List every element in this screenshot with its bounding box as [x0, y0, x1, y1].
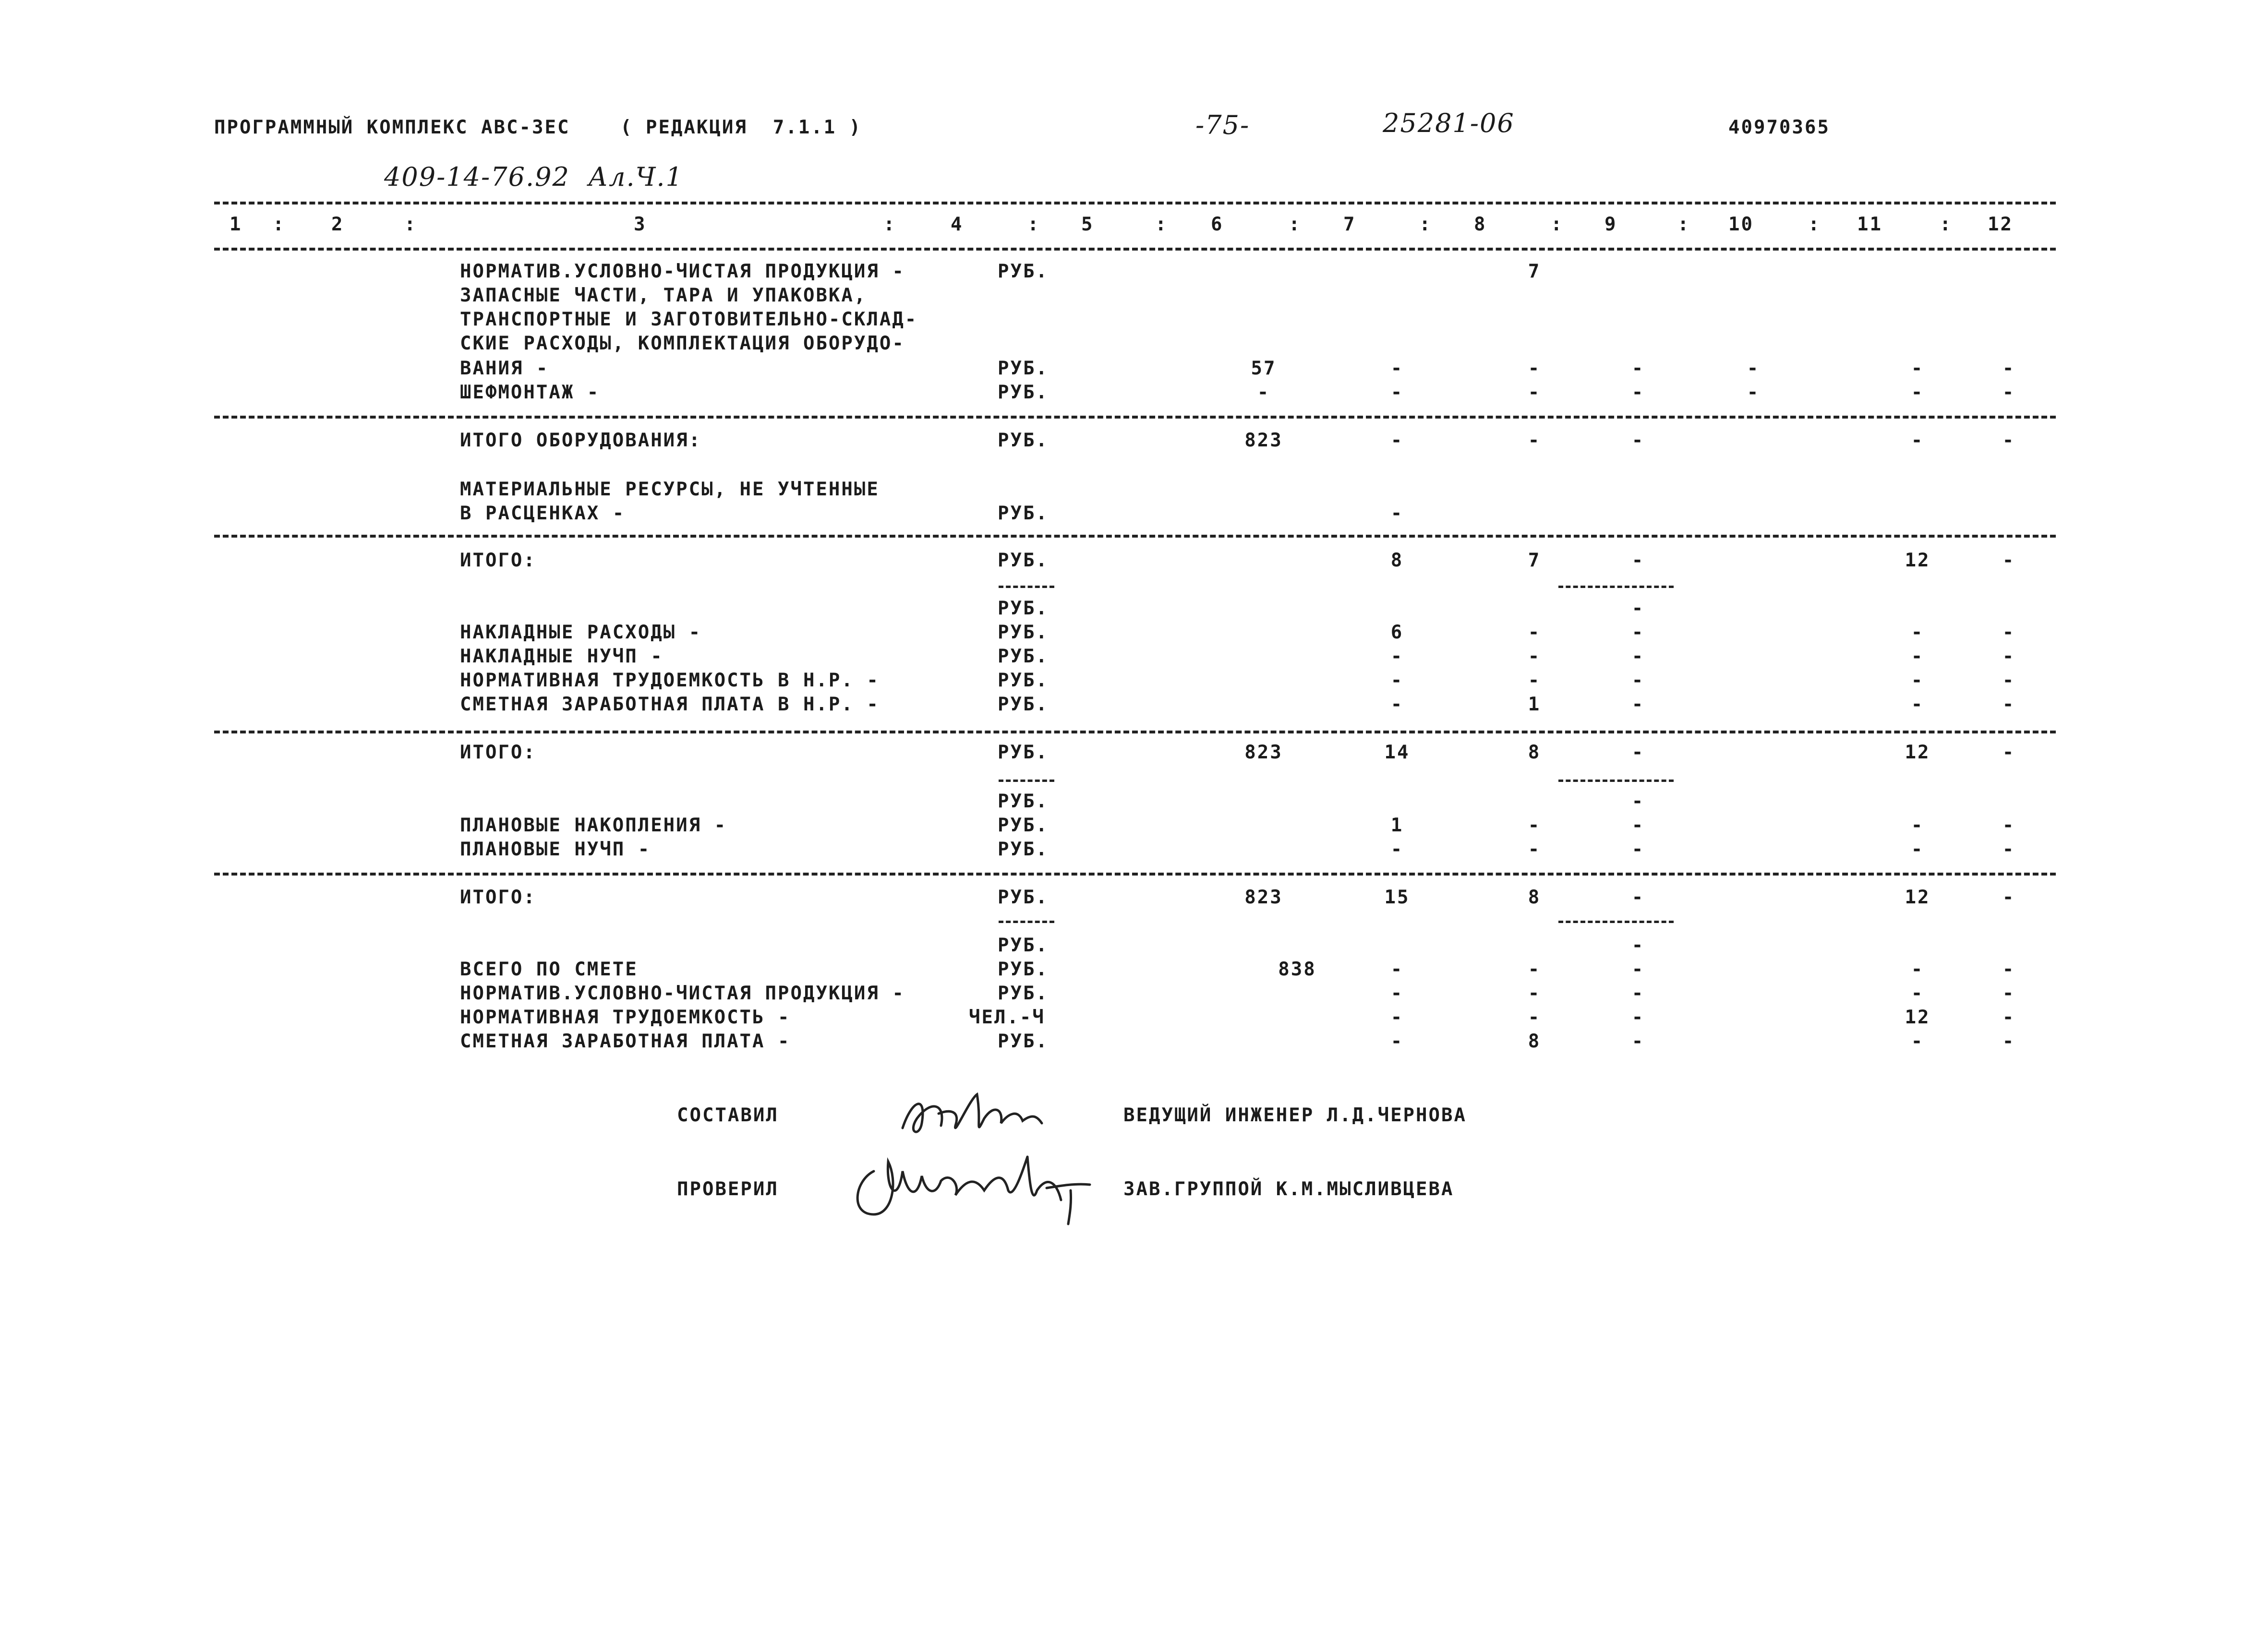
cell-col11: - — [1911, 646, 1924, 667]
row-description: ВАНИЯ - — [460, 358, 549, 379]
row-description: ПЛАНОВЫЕ НУЧП - — [460, 839, 651, 860]
cell-col11: - — [1911, 382, 1924, 403]
col-header-1: 1 — [229, 214, 242, 235]
unit-underline — [999, 586, 1054, 588]
cell-col9: - — [1631, 382, 1645, 403]
cell-col8: - — [1528, 983, 1541, 1004]
cell-col9: - — [1631, 358, 1645, 379]
cell-col8: - — [1528, 358, 1541, 379]
cell-col8: 7 — [1528, 550, 1541, 571]
row-unit: РУБ. — [998, 791, 1049, 812]
cell-col12: - — [2002, 430, 2015, 451]
row-description: НАКЛАДНЫЕ РАСХОДЫ - — [460, 622, 702, 643]
row-description: ПЛАНОВЫЕ НАКОПЛЕНИЯ - — [460, 815, 727, 836]
cell-col8: - — [1528, 815, 1541, 836]
col9-underline — [1558, 586, 1674, 588]
row-unit: РУБ. — [998, 622, 1049, 643]
cell-col11: 12 — [1905, 550, 1930, 571]
program-name: ПРОГРАММНЫЙ КОМПЛЕКС АВС-3ЕС — [214, 117, 570, 138]
checked-by: ЗАВ.ГРУППОЙ К.М.МЫСЛИВЦЕВА — [1123, 1178, 1454, 1200]
row-unit: РУБ. — [998, 935, 1049, 956]
cell-col9: - — [1631, 935, 1645, 956]
col-sep: : — [1027, 214, 1040, 235]
row-unit: РУБ. — [998, 887, 1049, 908]
cell-col12: - — [2002, 694, 2015, 715]
cell-col6: 57 — [1251, 358, 1277, 379]
cell-col8: 8 — [1528, 1031, 1541, 1052]
cell-col9: - — [1631, 646, 1645, 667]
cell-col7: - — [1390, 839, 1404, 860]
cell-col7: 1 — [1390, 815, 1404, 836]
section-divider — [214, 731, 2056, 733]
cell-col12: - — [2002, 839, 2015, 860]
col-header-12: 12 — [1988, 214, 2013, 235]
cell-col6: 823 — [1244, 430, 1283, 451]
cell-col12: - — [2002, 1031, 2015, 1052]
project-reference: 409-14-76.92 Ал.Ч.1 — [384, 162, 683, 192]
cell-col9: - — [1631, 742, 1645, 763]
cell-col9: - — [1631, 550, 1645, 571]
cell-col7: 14 — [1384, 742, 1410, 763]
cell-col9: - — [1631, 670, 1645, 691]
section-divider — [214, 535, 2056, 538]
cell-col11: - — [1911, 1031, 1924, 1052]
row-description: НОРМАТИВ.УСЛОВНО-ЧИСТАЯ ПРОДУКЦИЯ - — [460, 261, 905, 282]
col-header-5: 5 — [1081, 214, 1094, 235]
row-unit: ЧЕЛ.-Ч — [969, 1007, 1045, 1028]
cell-col9: - — [1631, 694, 1645, 715]
row-unit: РУБ. — [998, 430, 1049, 451]
row-description: МАТЕРИАЛЬНЫЕ РЕСУРСЫ, НЕ УЧТЕННЫЕ — [460, 479, 880, 500]
cell-col11: - — [1911, 430, 1924, 451]
col-sep: : — [1289, 214, 1302, 235]
cell-col12: - — [2002, 959, 2015, 980]
col-header-9: 9 — [1604, 214, 1617, 235]
cell-col6: - — [1257, 382, 1270, 403]
cell-col6: 838 — [1278, 959, 1316, 980]
row-description: ИТОГО: — [460, 887, 536, 908]
cell-col9: - — [1631, 959, 1645, 980]
document-code: 40970365 — [1728, 117, 1830, 138]
row-description: НОРМАТИВНАЯ ТРУДОЕМКОСТЬ - — [460, 1007, 791, 1028]
page-number: -75- — [1195, 110, 1250, 140]
row-unit: РУБ. — [998, 646, 1049, 667]
cell-col8: - — [1528, 622, 1541, 643]
row-unit: РУБ. — [998, 670, 1049, 691]
cell-col12: - — [2002, 887, 2015, 908]
cell-col7: - — [1390, 983, 1404, 1004]
col-sep: : — [1155, 214, 1168, 235]
col-sep: : — [883, 214, 896, 235]
cell-col7: - — [1390, 430, 1404, 451]
cell-col12: - — [2002, 646, 2015, 667]
row-description: В РАСЦЕНКАХ - — [460, 503, 626, 524]
cell-col9: - — [1631, 430, 1645, 451]
cell-col7: - — [1390, 1007, 1404, 1028]
col-sep: : — [273, 214, 286, 235]
cell-col11: - — [1911, 670, 1924, 691]
cell-col8: 1 — [1528, 694, 1541, 715]
cell-col12: - — [2002, 550, 2015, 571]
row-unit: РУБ. — [998, 358, 1049, 379]
cell-col12: - — [2002, 983, 2015, 1004]
cell-col9: - — [1631, 887, 1645, 908]
row-unit: РУБ. — [998, 959, 1049, 980]
cell-col8: - — [1528, 646, 1541, 667]
cell-col7: 15 — [1384, 887, 1410, 908]
cell-col8: - — [1528, 430, 1541, 451]
row-description: ШЕФМОНТАЖ - — [460, 382, 600, 403]
row-description: НОРМАТИВ.УСЛОВНО-ЧИСТАЯ ПРОДУКЦИЯ - — [460, 983, 905, 1004]
col-sep: : — [1551, 214, 1564, 235]
row-description: СМЕТНАЯ ЗАРАБОТНАЯ ПЛАТА В Н.Р. - — [460, 694, 880, 715]
cell-col12: - — [2002, 622, 2015, 643]
cell-col9: - — [1631, 1031, 1645, 1052]
row-description: СМЕТНАЯ ЗАРАБОТНАЯ ПЛАТА - — [460, 1031, 791, 1052]
cell-col11: - — [1911, 815, 1924, 836]
cell-col11: 12 — [1905, 887, 1930, 908]
row-description: ИТОГО: — [460, 742, 536, 763]
cell-col7: - — [1390, 694, 1404, 715]
cell-col8: - — [1528, 959, 1541, 980]
table-header-rule — [214, 248, 2056, 251]
cell-col11: 12 — [1905, 1007, 1930, 1028]
row-unit: РУБ. — [998, 694, 1049, 715]
cell-col7: 6 — [1390, 622, 1404, 643]
cell-col11: - — [1911, 622, 1924, 643]
col-sep: : — [1940, 214, 1953, 235]
row-description: ЗАПАСНЫЕ ЧАСТИ, ТАРА И УПАКОВКА, — [460, 285, 867, 306]
col-header-3: 3 — [634, 214, 647, 235]
row-unit: РУБ. — [998, 598, 1049, 619]
col-header-4: 4 — [951, 214, 964, 235]
cell-col7: - — [1390, 670, 1404, 691]
section-divider — [214, 873, 2056, 876]
row-unit: РУБ. — [998, 983, 1049, 1004]
col-sep: : — [404, 214, 417, 235]
row-description: ИТОГО ОБОРУДОВАНИЯ: — [460, 430, 702, 451]
col-header-2: 2 — [331, 214, 344, 235]
checked-label: ПРОВЕРИЛ — [677, 1178, 779, 1200]
row-description: СКИЕ РАСХОДЫ, КОМПЛЕКТАЦИЯ ОБОРУДО- — [460, 333, 905, 354]
col-header-6: 6 — [1211, 214, 1224, 235]
cell-col7: - — [1390, 646, 1404, 667]
row-description: ИТОГО: — [460, 550, 536, 571]
row-description: ТРАНСПОРТНЫЕ И ЗАГОТОВИТЕЛЬНО-СКЛАД- — [460, 309, 918, 330]
col9-underline — [1558, 921, 1674, 923]
cell-col9: - — [1631, 1007, 1645, 1028]
cell-col9: - — [1631, 791, 1645, 812]
cell-col8: 7 — [1528, 261, 1541, 282]
cell-col7: - — [1390, 358, 1404, 379]
cell-col11: - — [1911, 959, 1924, 980]
cell-col11: - — [1911, 983, 1924, 1004]
unit-underline — [999, 921, 1054, 923]
compiled-label: СОСТАВИЛ — [677, 1104, 779, 1126]
row-description: ВСЕГО ПО СМЕТЕ — [460, 959, 638, 980]
cell-col12: - — [2002, 358, 2015, 379]
col9-underline — [1558, 780, 1674, 782]
cell-col7: - — [1390, 959, 1404, 980]
cell-col7: 8 — [1390, 550, 1404, 571]
cell-col12: - — [2002, 670, 2015, 691]
cell-col11: - — [1911, 694, 1924, 715]
cell-col8: - — [1528, 382, 1541, 403]
col-sep: : — [1808, 214, 1821, 235]
cell-col11: - — [1911, 839, 1924, 860]
cell-col12: - — [2002, 742, 2015, 763]
cell-col10: - — [1747, 358, 1760, 379]
cell-col7: - — [1390, 1031, 1404, 1052]
col-sep: : — [1677, 214, 1690, 235]
cell-col8: 8 — [1528, 742, 1541, 763]
row-unit: РУБ. — [998, 503, 1049, 524]
row-unit: РУБ. — [998, 742, 1049, 763]
cell-col9: - — [1631, 839, 1645, 860]
cell-col8: 8 — [1528, 887, 1541, 908]
cell-col8: - — [1528, 839, 1541, 860]
cell-col12: - — [2002, 382, 2015, 403]
compiled-by: ВЕДУЩИЙ ИНЖЕНЕР Л.Д.ЧЕРНОВА — [1123, 1104, 1467, 1126]
row-unit: РУБ. — [998, 550, 1049, 571]
checked-signature — [845, 1142, 1095, 1229]
cell-col8: - — [1528, 670, 1541, 691]
cell-col11: 12 — [1905, 742, 1930, 763]
table-top-rule — [214, 202, 2056, 204]
row-unit: РУБ. — [998, 382, 1049, 403]
cell-col9: - — [1631, 983, 1645, 1004]
cell-col10: - — [1747, 382, 1760, 403]
document-number: 25281-06 — [1383, 108, 1515, 138]
cell-col12: - — [2002, 1007, 2015, 1028]
row-description: НАКЛАДНЫЕ НУЧП - — [460, 646, 664, 667]
col-header-7: 7 — [1343, 214, 1356, 235]
row-description: НОРМАТИВНАЯ ТРУДОЕМКОСТЬ В Н.Р. - — [460, 670, 880, 691]
row-unit: РУБ. — [998, 815, 1049, 836]
row-unit: РУБ. — [998, 1031, 1049, 1052]
cell-col6: 823 — [1244, 742, 1283, 763]
row-unit: РУБ. — [998, 839, 1049, 860]
edition-label: ( РЕДАКЦИЯ 7.1.1 ) — [620, 117, 862, 138]
cell-col8: - — [1528, 1007, 1541, 1028]
cell-col9: - — [1631, 622, 1645, 643]
section-divider — [214, 416, 2056, 419]
cell-col6: 823 — [1244, 887, 1283, 908]
col-header-11: 11 — [1857, 214, 1882, 235]
cell-col9: - — [1631, 815, 1645, 836]
col-header-10: 10 — [1728, 214, 1754, 235]
col-header-8: 8 — [1474, 214, 1487, 235]
unit-underline — [999, 780, 1054, 782]
cell-col7: - — [1390, 503, 1404, 524]
compiled-signature — [893, 1080, 1066, 1147]
col-sep: : — [1419, 214, 1432, 235]
cell-col7: - — [1390, 382, 1404, 403]
cell-col9: - — [1631, 598, 1645, 619]
row-unit: РУБ. — [998, 261, 1049, 282]
cell-col12: - — [2002, 815, 2015, 836]
cell-col11: - — [1911, 358, 1924, 379]
